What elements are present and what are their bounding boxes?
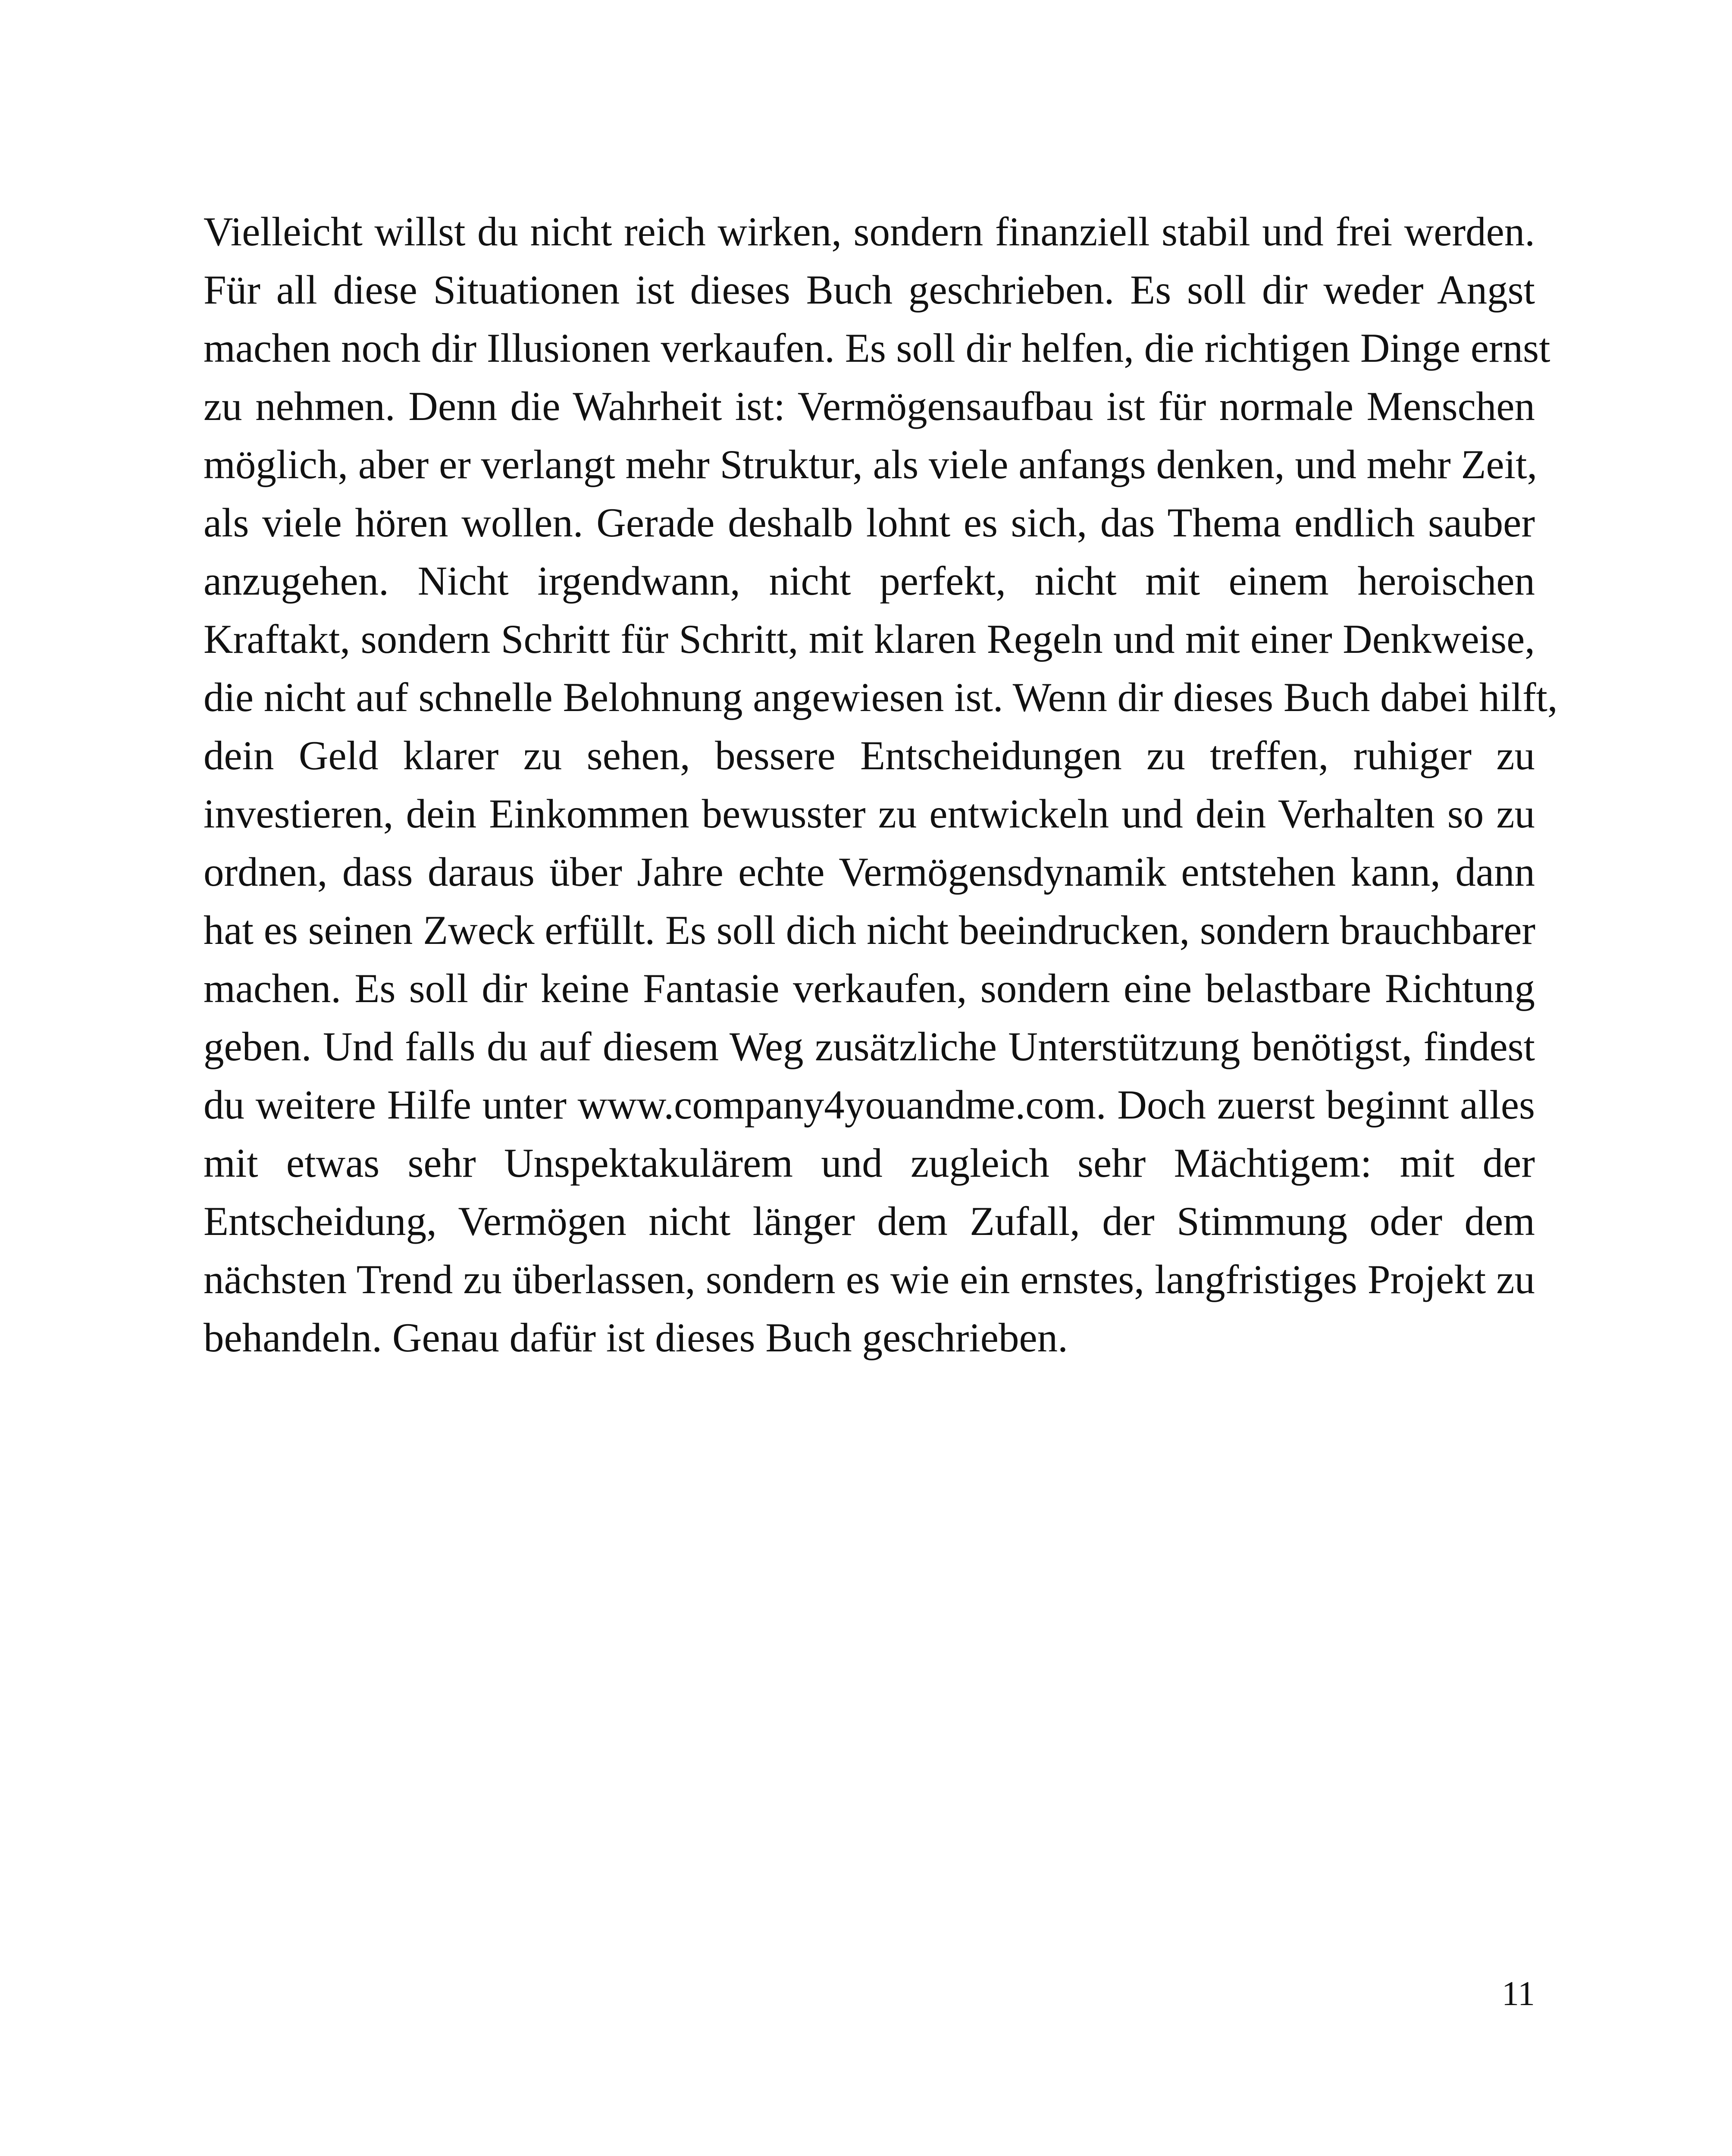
text-line: Vielleicht willst du nicht reich wirken, sondern finanziell stabil und frei werden. [204, 209, 1535, 254]
text-line: machen noch dir Illusionen verkaufen. Es soll dir helfen, die richtigen Dinge ernst [204, 325, 1550, 371]
text-line: dein Geld klarer zu sehen, bessere Entscheidungen zu treffen, ruhiger zu [204, 733, 1535, 778]
text-line: investieren, dein Einkommen bewusster zu entwickeln und dein Verhalten so zu [204, 791, 1535, 837]
text-line: machen. Es soll dir keine Fantasie verkaufen, sondern eine belastbare Richtung [204, 965, 1535, 1011]
text-line: du weitere Hilfe unter www.company4youandme.com. Doch zuerst beginnt alles [204, 1082, 1535, 1128]
text-line: Für all diese Situationen ist dieses Buch geschrieben. Es soll dir weder Angst [204, 267, 1535, 313]
text-line-last: behandeln. Genau dafür ist dieses Buch geschrieben. [204, 1315, 1068, 1360]
text-line: möglich, aber er verlangt mehr Struktur, als viele anfangs denken, und mehr Zeit, [204, 442, 1538, 487]
body-paragraph [204, 203, 1558, 1367]
text-line: als viele hören wollen. Gerade deshalb lohnt es sich, das Thema endlich sauber [204, 500, 1535, 545]
text-line: hat es seinen Zweck erfüllt. Es soll dich nicht beeindrucken, sondern brauchbarer [204, 907, 1536, 953]
text-line: anzugehen. Nicht irgendwann, nicht perfekt, nicht mit einem heroischen [204, 558, 1535, 604]
text-line: nächsten Trend zu überlassen, sondern es wie ein ernstes, langfristiges Projekt zu [204, 1257, 1535, 1302]
text-line: geben. Und falls du auf diesem Weg zusätzliche Unterstützung benötigst, findest [204, 1024, 1535, 1069]
text-line: mit etwas sehr Unspektakulärem und zugleich sehr Mächtigem: mit der [204, 1140, 1535, 1186]
text-line: ordnen, dass daraus über Jahre echte Vermögensdynamik entstehen kann, dann [204, 849, 1535, 895]
text-line: Kraftakt, sondern Schritt für Schritt, mit klaren Regeln und mit einer Denkweise, [204, 616, 1535, 662]
text-line: die nicht auf schnelle Belohnung angewiesen ist. Wenn dir dieses Buch dabei hilft, [204, 674, 1558, 720]
text-line: zu nehmen. Denn die Wahrheit ist: Vermögensaufbau ist für normale Menschen [204, 383, 1535, 429]
page-number: 11 [1501, 1975, 1535, 2013]
text-line: Entscheidung, Vermögen nicht länger dem Zufall, der Stimmung oder dem [204, 1198, 1535, 1244]
